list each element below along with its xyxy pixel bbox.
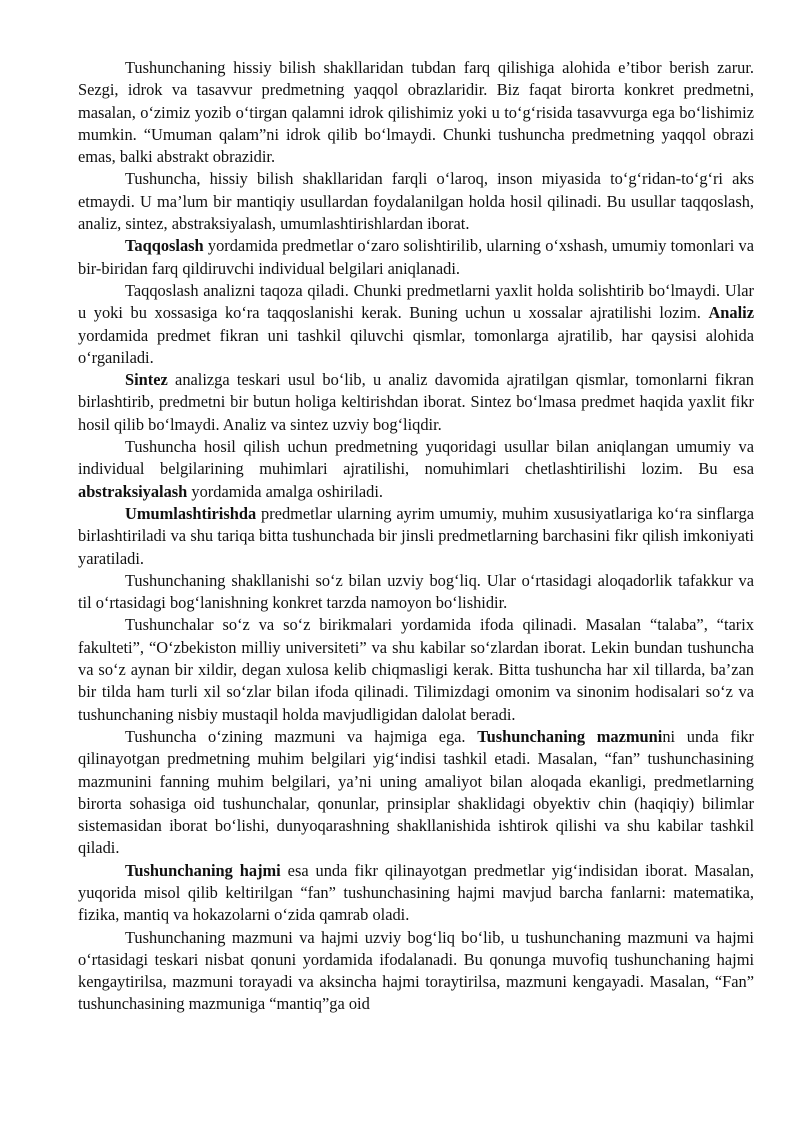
paragraph-text: Tushuncha hosil qilish uchun predmetning yuqoridagi usullar bilan aniqlangan umumiy va individual belgilarining muhimlari ajratilishi, nomuhimlari chetlashtirilishi lozim. Bu esa [78, 437, 754, 479]
term-abstraksiyalash: abstraksiyalash [78, 481, 188, 501]
paragraph-4 [78, 280, 754, 369]
paragraph-6 [78, 436, 754, 503]
paragraph-8 [78, 570, 754, 615]
paragraph-12 [78, 927, 754, 1016]
paragraph-text: analizga teskari usul bo‘lib, u analiz davomida ajratilgan qismlar, tomonlarni fikran birlashtirib, predmetni bir butun holiga keltirishdan iborat. Sintez bo‘lmasa predmet haqida yaxlit fikr hosil qilib bo‘lmaydi. Analiz va sintez uzviy bog‘liqdir. [78, 370, 754, 434]
paragraph-text-cont: yordamida amalga oshiriladi. [187, 481, 384, 501]
paragraph-7 [78, 503, 754, 570]
term-tushunchaning-mazmuni: Tushunchaning mazmuni [477, 726, 663, 746]
paragraph-text: Taqqoslash analizni taqoza qiladi. Chunki predmetlarni yaxlit holda solishtirib bo‘lmaydi. Ular u yoki bu xossasiga ko‘ra taqqoslanishi kerak. Buning uchun u xossalar ajratilishi lozim. [78, 280, 754, 323]
term-tushunchaning-hajmi: Tushunchaning hajmi [125, 860, 281, 880]
document-page [78, 57, 754, 1016]
paragraph-text: Tushunchalar so‘z va so‘z birikmalari yordamida ifoda qilinadi. Masalan “talaba”, “tarix fakulteti”, “O‘zbekiston milliy universiteti” va shu kabilar so‘zlardan iborat. Lekin bundan tushuncha va so‘z aynan bir xildir, degan xulosa kelib chiqmasligi kerak. Bitta tushuncha har xil tillarda, ba’zan bir tilda ham turli xil so‘zlar bilan ifoda qilinadi. Tilimizdagi omonim va sinonim hodisalari so‘z va tushunchaning nisbiy mustaqil holda mavjudligidan dalolat beradi. [78, 615, 754, 724]
paragraph-text: yordamida predmetlar o‘zaro solishtirilib, ularning o‘xshash, umumiy tomonlari va bir-biridan farq qildiruvchi individual belgilari aniqlanadi. [78, 236, 754, 278]
paragraph-10 [78, 726, 754, 860]
paragraph-1 [78, 57, 754, 168]
paragraph-text: esa unda fikr qilinayotgan predmetlar yig‘indisidan iborat. Masalan, yuqorida misol qilib keltirilgan “fan” tushunchasining hajmi mavjud barcha fanlarni: matematika, fizika, mantiq va hokazolarni o‘zida qamrab oladi. [78, 860, 754, 925]
paragraph-text: Tushuncha, hissiy bilish shakllaridan farqli o‘laroq, inson miyasida to‘g‘ridan-to‘g‘ri aks etmaydi. U ma’lum bir mantiqiy usullardan foydalanilgan holda hosil qilinadi. Bu usullar taqqoslash, analiz, sintez, abstraksiyalash, umumlashtirishlardan iborat. [78, 169, 754, 234]
paragraph-text: Tushunchaning mazmuni va hajmi uzviy bog‘liq bo‘lib, u tushunchaning mazmuni va hajmi o‘rtasidagi teskari nisbat qonuni yordamida ifodalanadi. Bu qonunga muvofiq tushunchaning hajmi kengaytirilsa, mazmuni torayadi va aksincha hajmi toraytirilsa, mazmuni kengayadi. Masalan, “Fan” tushunchasining mazmuniga “mantiq”ga oid [78, 927, 754, 1014]
paragraph-text-cont: yordamida predmet fikran uni tashkil qiluvchi qismlar, tomonlarga ajratilib, har qaysisi alohida o‘rganiladi. [78, 325, 754, 367]
paragraph-5 [78, 369, 754, 436]
term-analiz: Analiz [708, 303, 754, 323]
paragraph-text: Tushunchaning hissiy bilish shakllaridan tubdan farq qilishiga alohida e’tibor berish zarur. Sezgi, idrok va tasavvur predmetning yaqqol obrazlaridir. Biz faqat birorta konkret predmetni, masalan, o‘zimiz yozib o‘tirgan qalamni idrok qilishimiz yoki u to‘g‘risida tasavvurga ega bo‘lishimiz mumkin. “Umuman qalam”ni idrok qilib bo‘lmaydi. Chunki tushuncha predmetning yaqqol obrazi emas, balki abstrakt obrazidir. [78, 58, 754, 167]
paragraph-text: predmetlar ularning ayrim umumiy, muhim xususiyatlariga ko‘ra sinflarga birlashtiriladi va shu tariqa bitta tushunchada bir jinsli predmetlarning barchasini fikr qilish imkoniyati yaratiladi. [78, 503, 754, 568]
term-taqqoslash: Taqqoslash [125, 236, 204, 256]
paragraph-text: Tushuncha o‘zining mazmuni va hajmiga ega. [125, 726, 478, 746]
term-sintez: Sintez [125, 370, 168, 390]
paragraph-3 [78, 235, 754, 280]
paragraph-9 [78, 614, 754, 725]
paragraph-11 [78, 860, 754, 927]
paragraph-text-cont: ni unda fikr qilinayotgan predmetning muhim belgilari yig‘indisi tashkil etadi. Masalan, “fan” tushunchasining mazmunini fanning muhim belgilari, ya’ni uning amaliyot bilan aloqada ekanligi, predmetlarning birorta sohasiga oid tushunchalar, qonunlar, prinsiplar shaklidagi obyektiv chin (haqiqiy) bilimlar sistemasidan iborat bo‘lishi, dunyoqarashning shakllanishida ishtirok qilishi va shu kabilar tashkil qiladi. [78, 726, 754, 858]
paragraph-text: Tushunchaning shakllanishi so‘z bilan uzviy bog‘liq. Ular o‘rtasidagi aloqadorlik tafakkur va til o‘rtasidagi bog‘lanishning konkret tarzda namoyon bo‘lishidir. [78, 570, 754, 613]
paragraph-2 [78, 168, 754, 235]
term-umumlashtirishda: Umumlashtirishda [125, 503, 257, 523]
